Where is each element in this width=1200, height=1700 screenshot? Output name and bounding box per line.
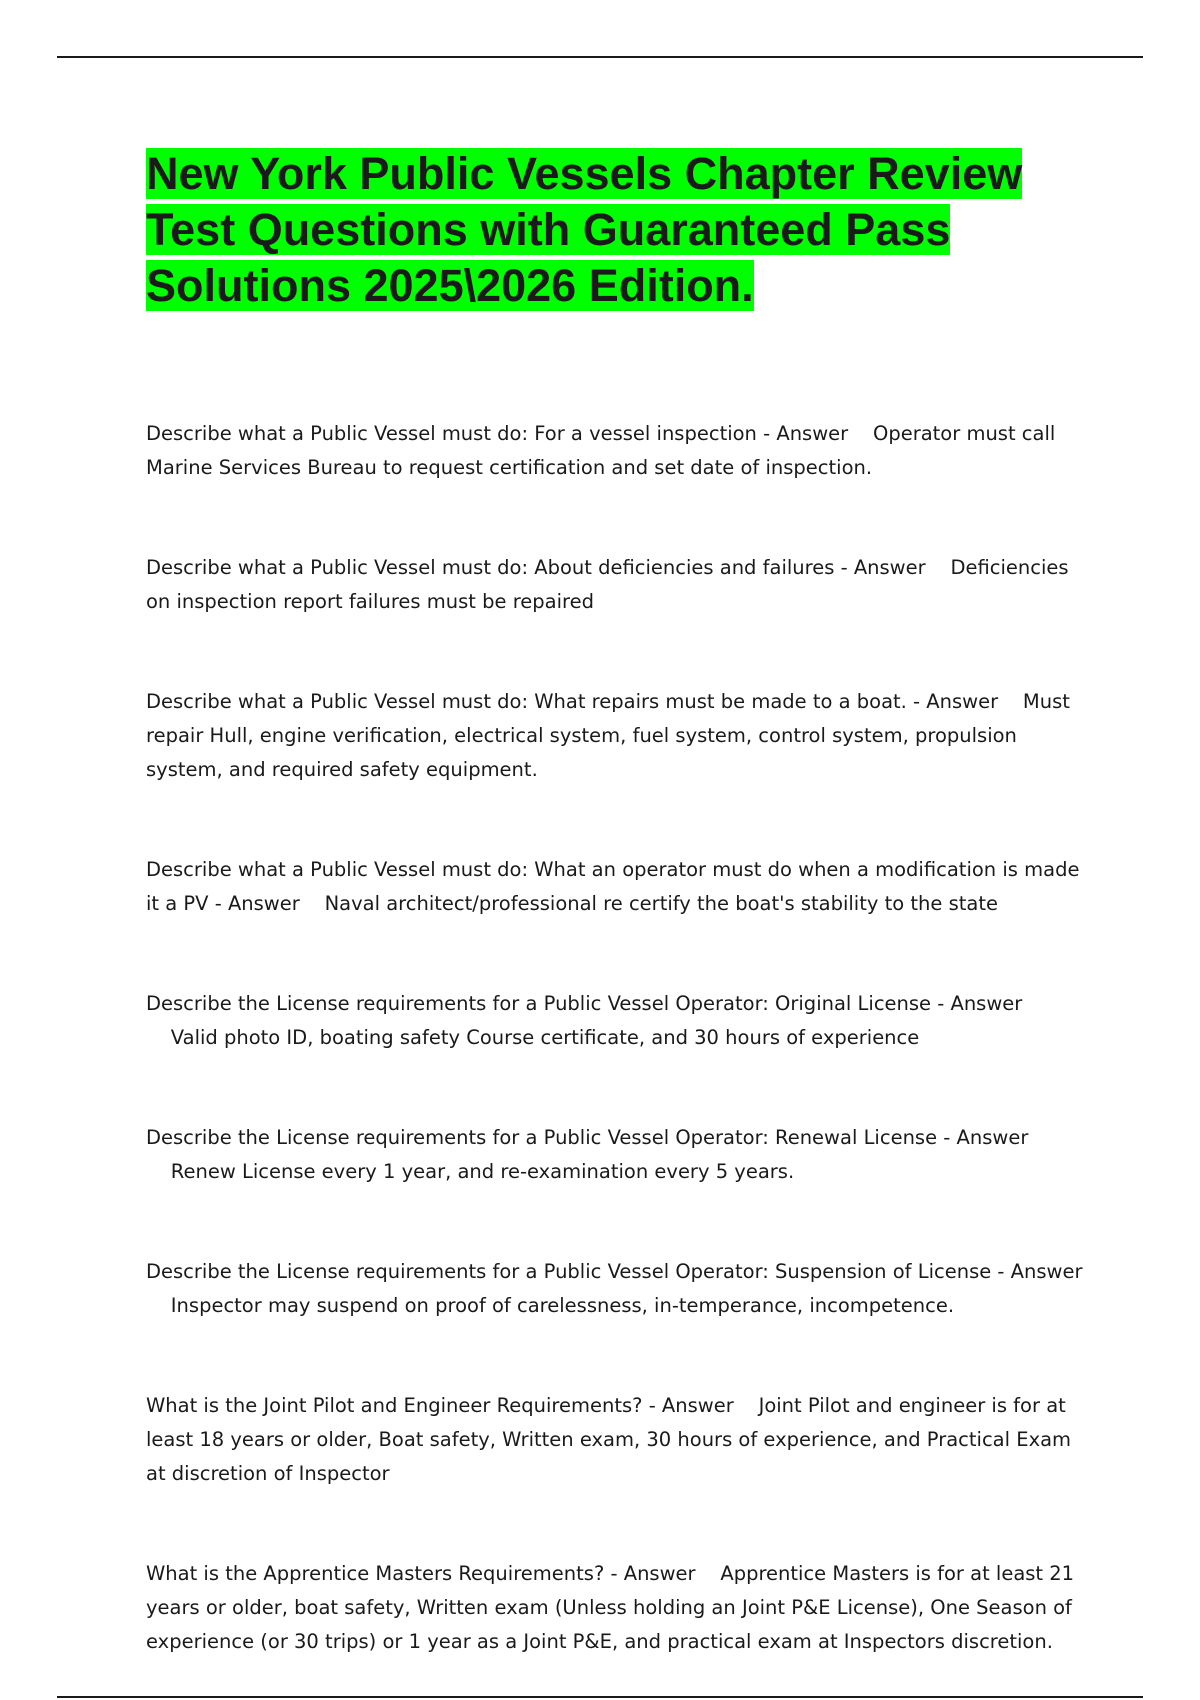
qa-answer: Renew License every 1 year, and re-examination every 5 years. — [170, 1160, 795, 1183]
qa-item — [146, 417, 1086, 485]
qa-item — [146, 1389, 1086, 1491]
qa-answer: Apprentice Masters is for at least 21 years or older, boat safety, Written exam (Unless holding an Joint P&E License), One Season of experience (or 30 trips) or 1 year as a Joint P&E, and practical exam at Inspectors discretion. — [146, 1562, 1075, 1653]
qa-question: Describe what a Public Vessel must do: What an operator must do when a modification is made it a PV - Answer — [146, 858, 1080, 915]
top-rule — [57, 56, 1143, 58]
qa-item — [146, 1255, 1086, 1323]
document-title — [146, 146, 1086, 314]
qa-question: Describe what a Public Vessel must do: About deficiencies and failures - Answer — [146, 556, 926, 579]
qa-question: Describe the License requirements for a Public Vessel Operator: Renewal License - Answer — [146, 1126, 1029, 1149]
qa-answer: Deficiencies on inspection report failures must be repaired — [146, 556, 1069, 613]
qa-question: Describe what a Public Vessel must do: For a vessel inspection - Answer — [146, 422, 849, 445]
qa-question: What is the Joint Pilot and Engineer Requirements? - Answer — [146, 1394, 734, 1417]
qa-question: Describe the License requirements for a Public Vessel Operator: Original License - Answer — [146, 992, 1023, 1015]
qa-item — [146, 685, 1086, 787]
qa-question: Describe the License requirements for a Public Vessel Operator: Suspension of License - Answer — [146, 1260, 1083, 1283]
qa-answer: Joint Pilot and engineer is for at least 18 years or older, Boat safety, Written exam, 30 hours of experience, and Practical Exam at discretion of Inspector — [146, 1394, 1072, 1485]
qa-question: What is the Apprentice Masters Requirements? - Answer — [146, 1562, 696, 1585]
qa-item — [146, 853, 1086, 921]
title-text: New York Public Vessels Chapter Review Test Questions with Guaranteed Pass Solutions 2025\2026 Edition. — [146, 148, 1023, 311]
qa-item — [146, 1121, 1086, 1189]
qa-answer: Operator must call Marine Services Bureau to request certification and set date of inspection. — [146, 422, 1056, 479]
qa-answer: Must repair Hull, engine verification, electrical system, fuel system, control system, propulsion system, and required safety equipment. — [146, 690, 1070, 781]
bottom-rule — [57, 1696, 1143, 1698]
qa-answer: Valid photo ID, boating safety Course certificate, and 30 hours of experience — [170, 1026, 920, 1049]
qa-question: Describe what a Public Vessel must do: What repairs must be made to a boat. - Answer — [146, 690, 999, 713]
qa-item — [146, 551, 1086, 619]
qa-item — [146, 987, 1086, 1055]
qa-answer: Inspector may suspend on proof of carelessness, in-temperance, incompetence. — [170, 1294, 955, 1317]
qa-answer: Naval architect/professional re certify the boat's stability to the state — [324, 892, 998, 915]
qa-item — [146, 1557, 1086, 1659]
